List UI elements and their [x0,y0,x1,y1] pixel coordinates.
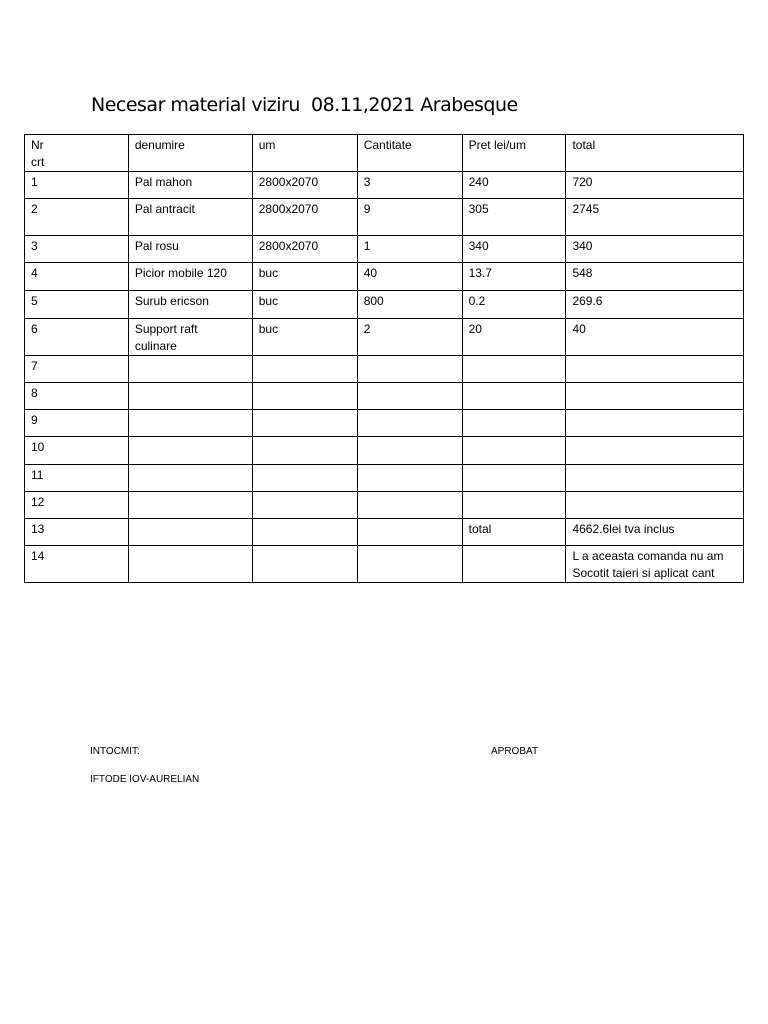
nr-cell: 6 [25,319,129,356]
pret-cell: 13.7 [462,263,566,291]
um-cell: 2800x2070 [252,236,357,263]
pret-cell: 305 [462,199,566,236]
nr-cell: 8 [25,383,129,410]
um-cell: buc [252,263,357,291]
pret-cell [462,437,566,465]
cantitate-cell [357,356,462,383]
table-header-row [25,135,744,172]
denumire-cell: Picior mobile 120 [128,263,252,291]
denumire-cell [128,383,252,410]
cantitate-cell [357,546,462,583]
cantitate-cell: 3 [357,172,462,199]
denumire-cell: denumire [128,135,252,172]
cantitate-cell [357,519,462,546]
document-title: Necesar material viziru 08.11,2021 Arabesque [91,94,518,116]
nr-cell: 14 [25,546,129,583]
pret-cell [462,383,566,410]
nr-cell: 10 [25,437,129,465]
pret-cell [462,492,566,519]
total-cell: L a aceasta comanda nu am Socotit taieri si aplicat cant [566,546,744,583]
denumire-cell: Pal mahon [128,172,252,199]
table-row [25,172,744,199]
cantitate-cell: 9 [357,199,462,236]
cantitate-cell [357,437,462,465]
total-cell: 720 [566,172,744,199]
total-cell [566,437,744,465]
um-cell [252,356,357,383]
pret-cell: 0.2 [462,291,566,319]
table-row [25,546,744,583]
denumire-cell [128,437,252,465]
table-row [25,465,744,492]
nr-cell: Nr crt [25,135,129,172]
table-row [25,356,744,383]
total-cell [566,465,744,492]
denumire-cell [128,492,252,519]
um-cell: 2800x2070 [252,172,357,199]
pret-cell: 240 [462,172,566,199]
nr-cell: 2 [25,199,129,236]
denumire-cell [128,410,252,437]
pret-cell [462,356,566,383]
pret-cell: Pret lei/um [462,135,566,172]
pret-cell: 20 [462,319,566,356]
um-cell [252,492,357,519]
table-row [25,383,744,410]
cantitate-cell: Cantitate [357,135,462,172]
denumire-cell: Support raft culinare [128,319,252,356]
table-row [25,410,744,437]
denumire-cell: Surub ericson [128,291,252,319]
nr-cell: 12 [25,492,129,519]
nr-cell: 3 [25,236,129,263]
nr-cell: 13 [25,519,129,546]
cantitate-cell [357,410,462,437]
total-cell: total [566,135,744,172]
total-cell [566,410,744,437]
total-cell: 269.6 [566,291,744,319]
total-cell: 4662.6lei tva inclus [566,519,744,546]
pret-cell [462,410,566,437]
table-row [25,492,744,519]
denumire-cell: Pal antracit [128,199,252,236]
nr-cell: 1 [25,172,129,199]
pret-cell [462,546,566,583]
nr-cell: 7 [25,356,129,383]
pret-cell: total [462,519,566,546]
table-row [25,319,744,356]
denumire-cell: Pal rosu [128,236,252,263]
um-cell [252,546,357,583]
denumire-cell [128,546,252,583]
cantitate-cell: 800 [357,291,462,319]
materials-table [24,134,744,583]
nr-cell: 4 [25,263,129,291]
total-cell: 2745 [566,199,744,236]
um-cell [252,465,357,492]
cantitate-cell: 2 [357,319,462,356]
total-cell [566,492,744,519]
um-cell [252,410,357,437]
nr-cell: 5 [25,291,129,319]
um-cell: buc [252,291,357,319]
um-cell: um [252,135,357,172]
prepared-by-label: INTOCMIT: [90,746,140,757]
table-row [25,291,744,319]
total-cell: 548 [566,263,744,291]
cantitate-cell [357,383,462,410]
um-cell [252,519,357,546]
table-row [25,519,744,546]
cantitate-cell [357,465,462,492]
nr-cell: 9 [25,410,129,437]
denumire-cell [128,356,252,383]
um-cell [252,437,357,465]
table-row [25,263,744,291]
pret-cell [462,465,566,492]
total-cell [566,383,744,410]
nr-cell: 11 [25,465,129,492]
table-row [25,437,744,465]
approved-label: APROBAT [491,746,539,757]
um-cell: 2800x2070 [252,199,357,236]
total-cell [566,356,744,383]
cantitate-cell: 1 [357,236,462,263]
denumire-cell [128,519,252,546]
um-cell [252,383,357,410]
denumire-cell [128,465,252,492]
um-cell: buc [252,319,357,356]
cantitate-cell [357,492,462,519]
total-cell: 340 [566,236,744,263]
total-cell: 40 [566,319,744,356]
materials-table-body [25,135,744,583]
table-row [25,236,744,263]
cantitate-cell: 40 [357,263,462,291]
prepared-by-name: IFTODE IOV-AURELIAN [90,774,200,785]
pret-cell: 340 [462,236,566,263]
table-row [25,199,744,236]
